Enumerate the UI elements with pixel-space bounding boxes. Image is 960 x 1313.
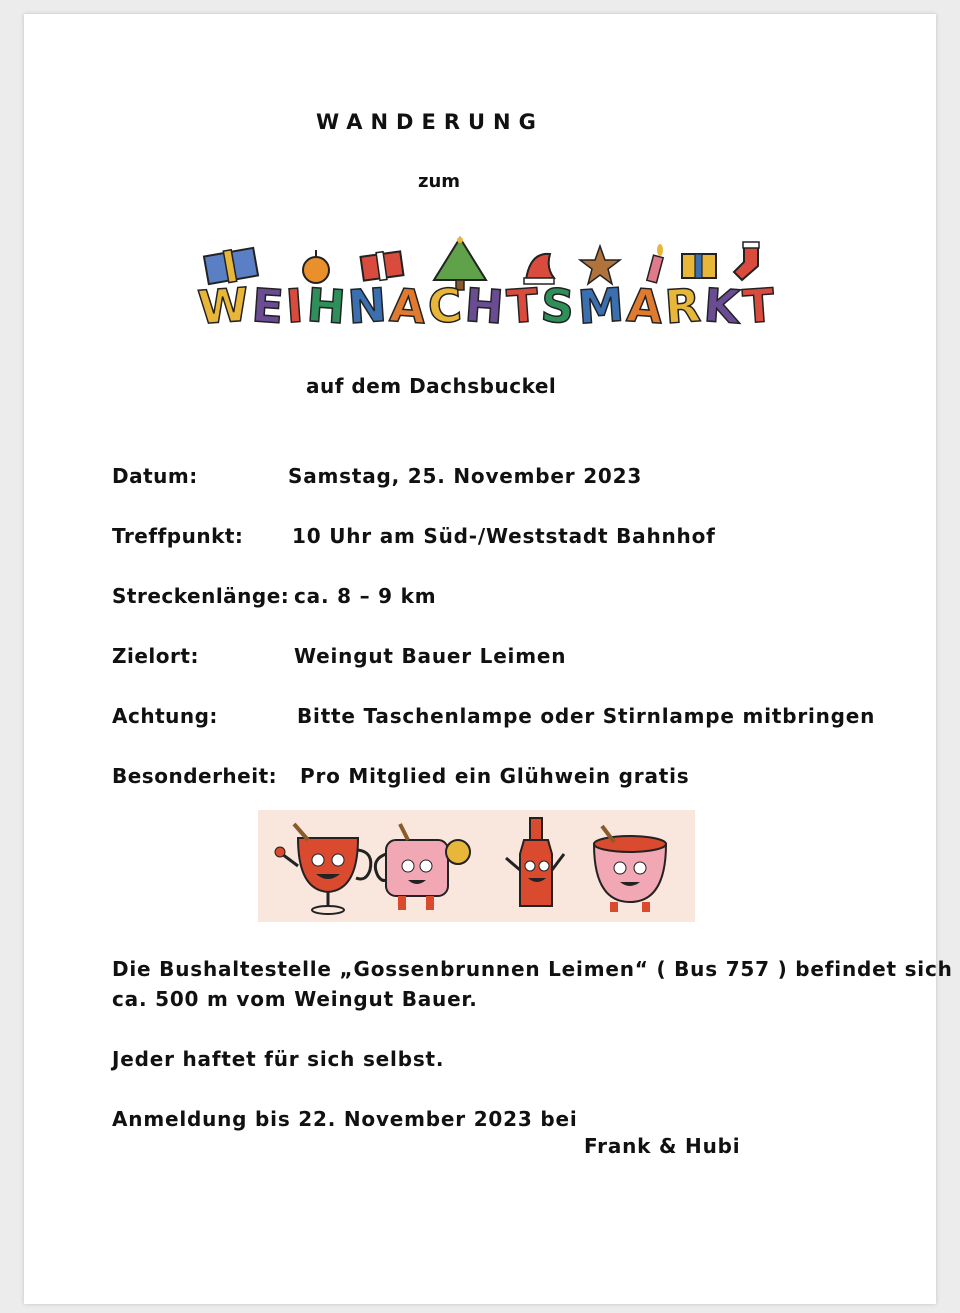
banner-letter: A [387,277,428,335]
banner-letter: K [701,277,742,335]
signature: Frank & Hubi [584,1134,741,1158]
flyer-page [24,14,953,1304]
detail-value-datum: Samstag, 25. November 2023 [288,464,643,488]
gift-icon [682,254,716,278]
stocking-icon [734,242,759,280]
banner-letter: W [196,277,251,335]
registration-note: Anmeldung bis 22. November 2023 bei [112,1107,578,1131]
detail-value-treffpunkt: 10 Uhr am Süd-/Weststadt Bahnhof [292,524,716,548]
banner-letter: S [539,277,577,335]
event-title: WANDERUNG [316,110,544,134]
detail-label-treffpunkt: Treffpunkt: [112,524,244,548]
banner-letter: A [624,277,664,335]
banner-letter: M [575,277,626,335]
detail-label-besonderheit: Besonderheit: [112,764,278,788]
detail-label-streckenlaenge: Streckenlänge: [112,584,290,608]
banner-word [198,276,774,336]
banner-letter: E [249,277,286,335]
banner-letter: I [284,278,306,334]
banner-letter: T [740,277,776,335]
detail-value-achtung: Bitte Taschenlampe oder Stirnlampe mitbringen [297,704,876,728]
banner-letter: N [346,277,389,335]
detail-label-zielort: Zielort: [112,644,199,668]
detail-value-besonderheit: Pro Mitglied ein Glühwein gratis [300,764,690,788]
detail-value-streckenlaenge: ca. 8 – 9 km [294,584,437,608]
bus-info-line-2: ca. 500 m vom Weingut Bauer. [112,987,478,1011]
banner-letter: H [304,277,347,335]
event-subtitle: auf dem Dachsbuckel [306,374,557,398]
liability-note: Jeder haftet für sich selbst. [112,1047,445,1071]
banner-letter: C [426,277,465,335]
detail-label-datum: Datum: [112,464,198,488]
detail-label-achtung: Achtung: [112,704,218,728]
mulled-wine-illustration [258,810,695,922]
banner-letter: R [663,277,703,335]
bus-info-line-1: Die Bushaltestelle „Gossenbrunnen Leimen“ ( Bus 757 ) befindet sich [112,957,953,981]
event-preposition: zum [418,171,461,192]
detail-value-zielort: Weingut Bauer Leimen [294,644,567,668]
banner-letter: H [463,277,506,335]
banner-letter: T [505,277,541,335]
